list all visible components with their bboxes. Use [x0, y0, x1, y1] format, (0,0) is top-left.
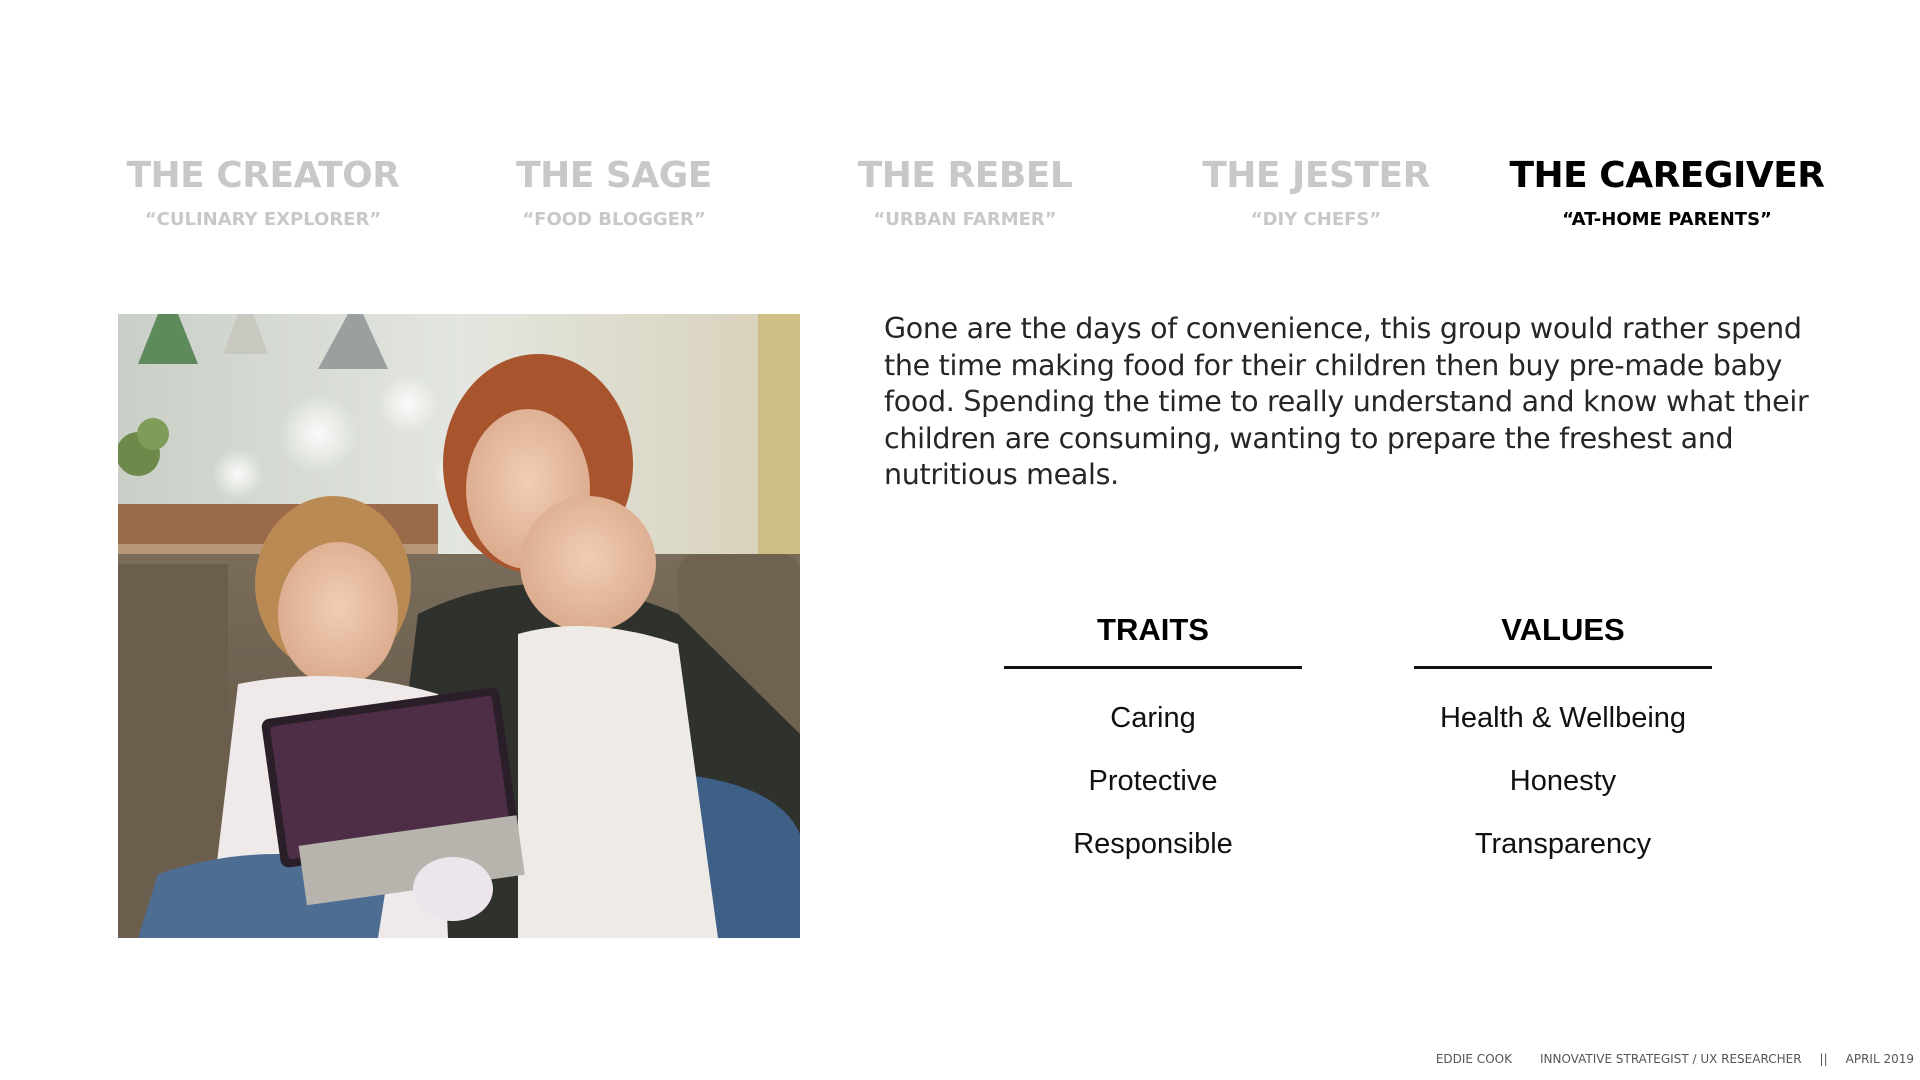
trait-item: Caring: [1110, 702, 1196, 734]
archetype-name: THE CREATOR: [126, 155, 400, 196]
archetype-nickname: “DIY CHEFS”: [1250, 209, 1382, 230]
archetype-name: THE CAREGIVER: [1509, 155, 1825, 196]
archetype-sage: [424, 150, 804, 233]
archetype-name: THE SAGE: [516, 155, 712, 196]
footer-date: APRIL 2019: [1845, 1052, 1914, 1066]
archetype-name: THE JESTER: [1202, 155, 1430, 196]
values-divider: [1414, 666, 1712, 669]
value-item: Transparency: [1474, 828, 1652, 860]
footer-separator: ||: [1819, 1052, 1828, 1066]
traits-column: [1004, 608, 1302, 876]
persona-description: Gone are the days of convenience, this group would rather spend the time making food for their children then buy pre-made baby food. Spending the time to really understand and know what their children are consuming, wanting to prepare the freshest and nutritious meals.: [884, 312, 1809, 491]
values-column: [1414, 608, 1712, 876]
slide-footer: [1436, 1052, 1914, 1066]
archetype-nickname: “AT-HOME PARENTS”: [1562, 209, 1772, 230]
persona-photo: [118, 314, 800, 938]
archetype-caregiver: [1477, 150, 1857, 233]
traits-heading: TRAITS: [1097, 612, 1209, 647]
footer-author: EDDIE COOK: [1435, 1052, 1512, 1066]
archetype-jester: [1126, 150, 1506, 233]
footer-role: INNOVATIVE STRATEGIST / UX RESEARCHER: [1539, 1052, 1802, 1066]
archetype-creator: [73, 150, 453, 233]
trait-item: Protective: [1088, 765, 1218, 797]
value-item: Honesty: [1509, 765, 1617, 797]
values-heading: VALUES: [1501, 612, 1625, 647]
value-item: Health & Wellbeing: [1439, 702, 1687, 734]
archetype-nickname: “FOOD BLOGGER”: [522, 209, 706, 230]
archetype-nickname: “URBAN FARMER”: [873, 209, 1057, 230]
traits-divider: [1004, 666, 1302, 669]
archetype-rebel: [775, 150, 1155, 233]
archetype-nickname: “CULINARY EXPLORER”: [144, 209, 382, 230]
trait-item: Responsible: [1073, 828, 1233, 860]
archetype-name: THE REBEL: [857, 155, 1073, 196]
